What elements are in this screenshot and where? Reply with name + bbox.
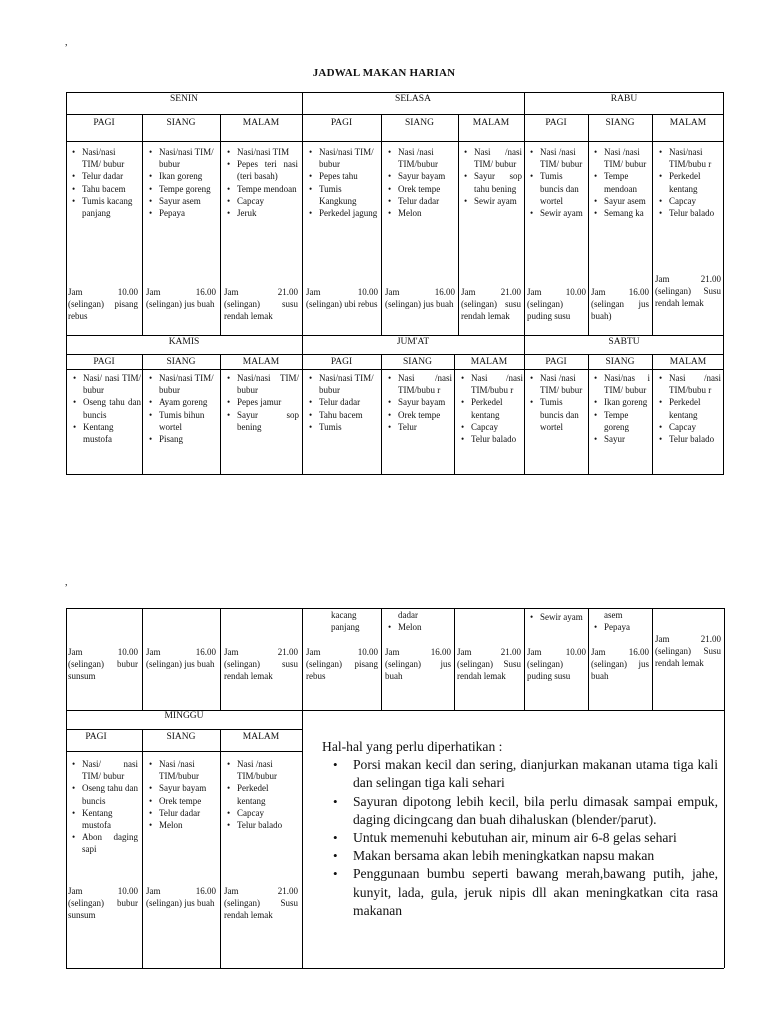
list-item: • Capcay bbox=[237, 807, 299, 819]
snack-rabu-malam: Jam 21.00 (selingan) Susu rendah lemak bbox=[655, 274, 721, 309]
meal-header-pagi: PAGI bbox=[85, 732, 107, 742]
list-item: • Sayur bayam bbox=[159, 782, 217, 794]
list-item: • Melon bbox=[398, 621, 452, 633]
meal-cell-senin-siang bbox=[147, 146, 215, 219]
list-item: • Pepes tahu bbox=[319, 170, 379, 182]
meal-header-malam: MALAM bbox=[669, 357, 707, 367]
list-item: • Nasi/ nasi TIM/ bubur bbox=[83, 372, 141, 396]
list-item: • Capcay bbox=[471, 421, 523, 433]
day-header-senin: SENIN bbox=[170, 94, 198, 104]
list-item: • Telur dadar bbox=[319, 396, 379, 408]
meal-header-pagi: PAGI bbox=[330, 118, 353, 128]
snack-kamis-siang: Jam 16.00 (selingan) jus buah bbox=[146, 647, 216, 670]
list-item: • Kentang mustofa bbox=[82, 807, 138, 831]
list-item: • Sayur bbox=[604, 433, 650, 445]
snack-sabtu-pagi: Jam 10.00 (selingan) puding susu bbox=[527, 647, 586, 682]
snack-selasa-siang: Jam 16.00 (selingan) jus buah bbox=[385, 287, 455, 310]
day-header-jumat: JUM'AT bbox=[396, 337, 430, 347]
list-item: • Perkedel kentang bbox=[669, 396, 721, 420]
continued-text: kacang panjang bbox=[331, 610, 360, 633]
meal-cell-selasa-pagi bbox=[307, 146, 379, 219]
snack-rabu-siang: Jam 16.00 (selingan jus buah) bbox=[591, 287, 649, 322]
meal-cell-rabu-pagi bbox=[528, 146, 586, 219]
list-item: • Semang ka bbox=[604, 207, 650, 219]
page-mark: , bbox=[65, 577, 68, 588]
page-mark: , bbox=[65, 37, 68, 48]
list-item: • Tumis buncis dan wortel bbox=[540, 170, 586, 207]
notes-section bbox=[322, 738, 718, 920]
list-item: • Ikan goreng bbox=[604, 396, 650, 408]
meal-header-malam: MALAM bbox=[242, 732, 280, 742]
list-item: • Telur balado bbox=[237, 819, 299, 831]
list-item: • Tahu bacem bbox=[82, 183, 136, 195]
list-item: • Perkedel kentang bbox=[471, 396, 523, 420]
list-item: • Telur balado bbox=[669, 207, 721, 219]
list-item: • Nasi/nasi TIM bbox=[237, 146, 298, 158]
meal-header-malam: MALAM bbox=[472, 118, 510, 128]
list-item: • Pisang bbox=[159, 433, 217, 445]
list-item: • Nasi/nasi TIM/ bubur bbox=[319, 146, 379, 170]
list-item: • Nasi /nasi TIM/bubu r bbox=[669, 372, 721, 396]
meal-header-siang: SIANG bbox=[402, 357, 433, 367]
meal-header-pagi: PAGI bbox=[545, 357, 567, 367]
list-item: • Nasi/ nasi TIM/ bubur bbox=[82, 758, 138, 782]
list-item: • Tempe goreng bbox=[604, 409, 650, 433]
snack-minggu-malam: Jam 21.00 (selingan) Susu rendah lemak bbox=[224, 886, 298, 921]
list-item: • Nasi /nasi TIM/bubu r bbox=[471, 372, 523, 396]
list-item: • Pepaya bbox=[604, 621, 650, 633]
list-item: • Penggunaan bumbu seperti bawang merah,bawang putih, jahe, kunyit, lada, gula, jeruk nipis dll akan meningkatkan cita rasa makanan bbox=[353, 865, 718, 920]
list-item: • Capcay bbox=[669, 421, 721, 433]
meal-header-pagi: PAGI bbox=[93, 118, 115, 128]
list-item: • Ikan goreng bbox=[159, 170, 215, 182]
list-item: • Sayur bayam bbox=[398, 396, 452, 408]
list-item: • Nasi /nasi TIM/bubur bbox=[159, 758, 217, 782]
continued-text: asem bbox=[604, 610, 623, 620]
list-item: • Nasi/nasi TIM/ bubur bbox=[237, 372, 299, 396]
list-item: • Sayur sop tahu bening bbox=[474, 170, 522, 194]
list-item: • Telur bbox=[398, 421, 452, 433]
snack-rabu-pagi: Jam 10.00 (selingan) puding susu bbox=[527, 287, 586, 322]
list-item: • Sayur asem bbox=[159, 195, 215, 207]
list-item: • Tumis buncis dan wortel bbox=[540, 396, 586, 433]
list-item: • Untuk memenuhi kebutuhan air, minum air 6-8 gelas sehari bbox=[353, 829, 718, 847]
list-item: • Ayam goreng bbox=[159, 396, 217, 408]
list-item: • Porsi makan kecil dan sering, dianjurkan makanan utama tiga kali dan selingan tiga kali sehari bbox=[353, 756, 718, 792]
meal-header-malam: MALAM bbox=[242, 118, 280, 128]
list-item: • Nasi /nasi TIM/bubur bbox=[237, 758, 299, 782]
meal-cell-senin-pagi bbox=[70, 146, 136, 219]
list-item: • Perkedel kentang bbox=[237, 782, 299, 806]
meal-header-siang: SIANG bbox=[166, 357, 196, 367]
meal-header-pagi: PAGI bbox=[330, 357, 353, 367]
list-item: • Capcay bbox=[237, 195, 298, 207]
snack-senin-pagi: Jam 10.00 (selingan) pisang rebus bbox=[68, 287, 138, 322]
list-item: • Pepaya bbox=[159, 207, 215, 219]
meal-cell-senin-malam bbox=[225, 146, 298, 219]
list-item: • Nasi /nasi TIM/ bubur bbox=[474, 146, 522, 170]
list-item: • Telur balado bbox=[471, 433, 523, 445]
list-item: • Capcay bbox=[669, 195, 721, 207]
snack-minggu-siang: Jam 16.00 (selingan) jus buah bbox=[146, 886, 216, 909]
meal-cell-sabtu-siang bbox=[592, 372, 650, 445]
list-item: • Sayuran dipotong lebih kecil, bila perlu dimasak sampai empuk, daging dicingcang dan buah dihaluskan (blender/parut). bbox=[353, 793, 718, 829]
meal-header-malam: MALAM bbox=[242, 357, 280, 367]
list-item: • Sayur bayam bbox=[398, 170, 456, 182]
list-item: • Nasi/nas i TIM/ bubur bbox=[604, 372, 650, 396]
meal-cell-kamis-siang bbox=[147, 372, 217, 445]
meal-header-siang: SIANG bbox=[605, 118, 635, 128]
meal-cell-sabtu-pagi bbox=[528, 372, 586, 433]
meal-cell-rabu-malam bbox=[657, 146, 721, 219]
list-item: • Abon daging sapi bbox=[82, 831, 138, 855]
meal-header-malam: MALAM bbox=[669, 118, 707, 128]
meal-header-siang: SIANG bbox=[404, 118, 435, 128]
list-item: • Pepes teri nasi (teri basah) bbox=[237, 158, 298, 182]
list-item: • Telur dadar bbox=[82, 170, 136, 182]
list-item: • Sayur sop bening bbox=[237, 409, 299, 433]
list-item: • Telur dadar bbox=[159, 807, 217, 819]
snack-senin-malam: Jam 21.00 (selingan) susu rendah lemak bbox=[224, 287, 298, 322]
list-item: • Orek tempe bbox=[398, 183, 456, 195]
meal-cell-jumat-siang bbox=[386, 372, 452, 433]
meal-cell-sabtu-pagi-continued bbox=[528, 611, 586, 623]
day-header-selasa: SELASA bbox=[395, 94, 431, 104]
meal-header-siang: SIANG bbox=[166, 118, 196, 128]
list-item: • Tumis bbox=[319, 421, 379, 433]
meal-cell-minggu-malam bbox=[225, 758, 299, 831]
list-item: • Orek tempe bbox=[159, 795, 217, 807]
snack-kamis-pagi: Jam 10.00 (selingan) bubur sunsum bbox=[68, 647, 138, 682]
list-item: • Tumis Kangkung bbox=[319, 183, 379, 207]
list-item: • Oseng tahu dan buncis bbox=[82, 782, 138, 806]
list-item: • Sewir ayam bbox=[540, 611, 586, 623]
list-item: • Melon bbox=[398, 207, 456, 219]
meal-header-pagi: PAGI bbox=[93, 357, 115, 367]
snack-jumat-pagi: Jam 10.00 (selingan) pisang rebus bbox=[306, 647, 378, 682]
list-item: • Sayur asem bbox=[604, 195, 650, 207]
list-item: • Nasi/nasi TIM/ bubur bbox=[82, 146, 136, 170]
list-item: • Telur dadar bbox=[398, 195, 456, 207]
list-item: • Makan bersama akan lebih meningkatkan napsu makan bbox=[353, 847, 718, 865]
list-item: • Nasi/nasi TIM/ bubur bbox=[159, 372, 217, 396]
meal-cell-minggu-pagi bbox=[70, 758, 138, 856]
list-item: • Tumis bihun wortel bbox=[159, 409, 217, 433]
day-header-rabu: RABU bbox=[610, 94, 638, 104]
list-item: • Tumis kacang panjang bbox=[82, 195, 136, 219]
list-item: • Nasi /nasi TIM/bubu r bbox=[398, 372, 452, 396]
list-item: • Nasi /nasi TIM/ bubur bbox=[540, 372, 586, 396]
meal-header-siang: SIANG bbox=[166, 732, 196, 742]
snack-senin-siang: Jam 16.00 (selingan) jus buah bbox=[146, 287, 216, 310]
list-item: • Perkedel jagung bbox=[319, 207, 379, 219]
list-item: • Nasi /nasi TIM/ bubur bbox=[540, 146, 586, 170]
snack-sabtu-siang: Jam 16.00 (selingan) jus buah bbox=[591, 647, 649, 682]
meal-cell-jumat-pagi bbox=[307, 372, 379, 433]
day-header-sabtu: SABTU bbox=[608, 337, 640, 347]
list-item: • Nasi/nasi TIM/ bubur bbox=[319, 372, 379, 396]
continued-text: dadar bbox=[398, 610, 418, 620]
snack-minggu-pagi: Jam 10.00 (selingan) bubur sunsum bbox=[68, 886, 138, 921]
list-item: • Telur balado bbox=[669, 433, 721, 445]
meal-cell-sabtu-siang-continued bbox=[592, 609, 650, 633]
meal-cell-selasa-malam bbox=[462, 146, 522, 207]
meal-cell-rabu-siang bbox=[592, 146, 650, 219]
day-header-minggu: MINGGU bbox=[164, 711, 204, 721]
day-header-kamis: KAMIS bbox=[168, 337, 200, 347]
list-item: • Tempe mendoan bbox=[604, 170, 650, 194]
list-item: • Tempe goreng bbox=[159, 183, 215, 195]
notes-heading: Hal-hal yang perlu diperhatikan : bbox=[322, 739, 503, 754]
list-item: • Tempe mendoan bbox=[237, 183, 298, 195]
meal-cell-jumat-pagi-continued bbox=[319, 609, 379, 633]
meal-cell-jumat-siang-continued bbox=[386, 609, 452, 633]
snack-kamis-malam: Jam 21.00 (selingan) susu rendah lemak bbox=[224, 647, 298, 682]
list-item: • Tahu bacem bbox=[319, 409, 379, 421]
meal-cell-kamis-malam bbox=[225, 372, 299, 433]
meal-header-pagi: PAGI bbox=[545, 118, 567, 128]
list-item: • Pepes jamur bbox=[237, 396, 299, 408]
list-item: • Perkedel kentang bbox=[669, 170, 721, 194]
meal-cell-jumat-malam bbox=[459, 372, 523, 445]
list-item: • Sewir ayam bbox=[474, 195, 522, 207]
snack-selasa-pagi: Jam 10.00 (selingan) ubi rebus bbox=[306, 287, 378, 310]
meal-cell-selasa-siang bbox=[386, 146, 456, 219]
meal-cell-kamis-pagi bbox=[71, 372, 141, 445]
snack-sabtu-malam: Jam 21.00 (selingan) Susu rendah lemak bbox=[655, 634, 721, 669]
meal-cell-minggu-siang bbox=[147, 758, 217, 831]
list-item: • Jeruk bbox=[237, 207, 298, 219]
snack-jumat-malam: Jam 21.00 (selingan) Susu rendah lemak bbox=[457, 647, 521, 682]
meal-header-siang: SIANG bbox=[605, 357, 635, 367]
meal-header-malam: MALAM bbox=[470, 357, 508, 367]
snack-jumat-siang: Jam 16.00 (selingan) jus buah bbox=[385, 647, 451, 682]
list-item: • Nasi/nasi TIM/ bubur bbox=[159, 146, 215, 170]
list-item: • Melon bbox=[159, 819, 217, 831]
page-title: JADWAL MAKAN HARIAN bbox=[312, 67, 456, 79]
snack-selasa-malam: Jam 21.00 (selingan) susu rendah lemak bbox=[461, 287, 521, 322]
list-item: • Nasi /nasi TIM/bubur bbox=[398, 146, 456, 170]
list-item: • Nasi /nasi TIM/ bubur bbox=[604, 146, 650, 170]
list-item: • Oseng tahu dan buncis bbox=[83, 396, 141, 420]
list-item: • Sewir ayam bbox=[540, 207, 586, 219]
list-item: • Orek tempe bbox=[398, 409, 452, 421]
list-item: • Kentang mustofa bbox=[83, 421, 141, 445]
list-item: • Nasi/nasi TIM/bubu r bbox=[669, 146, 721, 170]
meal-cell-sabtu-malam bbox=[657, 372, 721, 445]
